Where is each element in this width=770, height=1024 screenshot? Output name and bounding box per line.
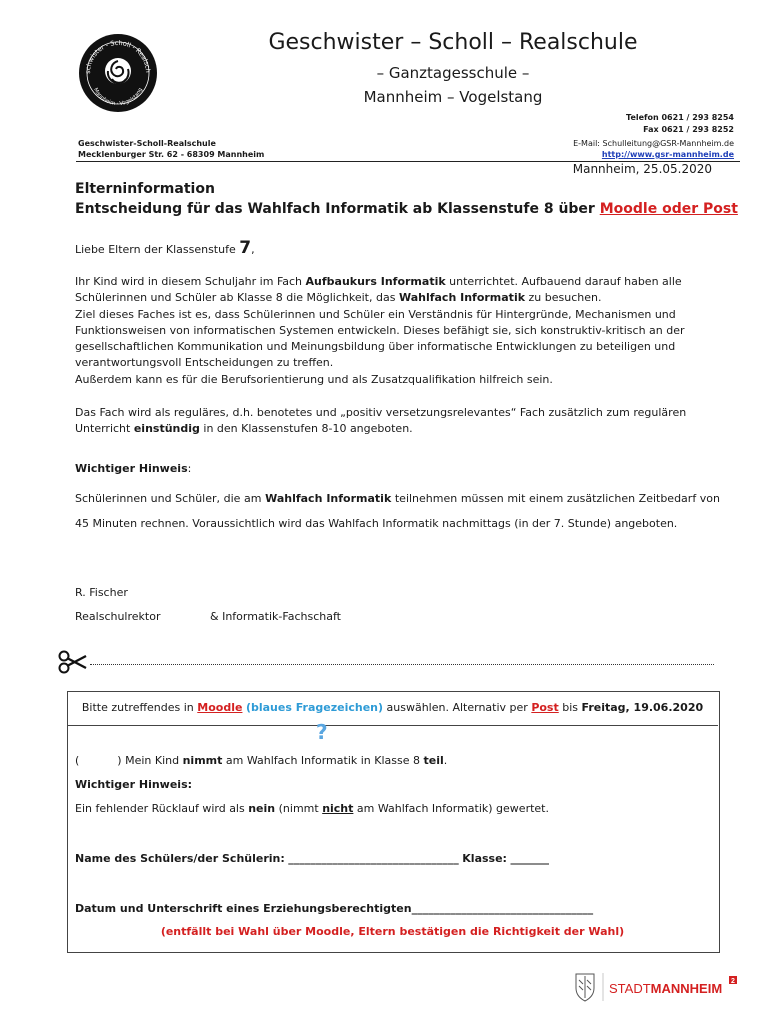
svg-text:STADTMANNHEIM	[609, 981, 722, 996]
student-name-label: Name des Schülers/der Schülerin:	[75, 852, 285, 865]
city-prefix: STADT	[609, 981, 651, 996]
heading-elterninformation: Elterninformation	[75, 181, 215, 197]
option-text-3: .	[443, 754, 448, 767]
student-name-field	[75, 851, 720, 867]
school-subtitle-location: Mannheim – Vogelstang	[363, 88, 543, 106]
checkbox-open[interactable]: (	[75, 754, 80, 767]
instruction-deadline: Freitag, 19.06.2020	[581, 701, 704, 714]
class-blank[interactable]: _______	[510, 852, 549, 865]
question-mark-icon[interactable]: ?	[316, 720, 328, 744]
subject-text-2: in den Klassenstufen 8-10 angeboten.	[199, 422, 413, 436]
hint-colon: :	[187, 462, 192, 475]
letter-date: Mannheim, 25.05.2020	[572, 162, 712, 176]
option-text-1: Mein Kind	[121, 754, 183, 767]
class-label: Klasse:	[462, 852, 507, 865]
city-name: MANNHEIM	[650, 981, 723, 996]
heading-decision	[75, 201, 738, 217]
moodle-exemption-note: (entfällt bei Wahl über Moodle, Eltern bestätigen die Richtigkeit der Wahl)	[160, 925, 625, 938]
student-name-blank[interactable]: _______________________________	[288, 852, 459, 865]
school-title: Geschwister – Scholl – Realschule	[268, 30, 638, 55]
email-address: E-Mail: Schulleitung@GSR-Mannheim.de	[573, 139, 734, 148]
intro-bold-wahlfach: Wahlfach Informatik	[398, 291, 526, 305]
scissors-icon	[58, 650, 90, 674]
signature-field-blank[interactable]: _________________________________	[411, 902, 594, 915]
school-subtitle-ganztag: – Ganztagesschule –	[376, 64, 530, 82]
form-hint-label-bold: Wichtiger Hinweis:	[75, 778, 193, 791]
instruction-text-1: Bitte zutreffendes in	[81, 701, 198, 714]
signature-field	[75, 901, 720, 917]
stadt-mannheim-logo	[573, 970, 743, 1008]
cut-line	[90, 664, 714, 665]
instruction-bis: bis	[558, 701, 582, 714]
heading-moodle-post: Moodle oder Post	[599, 201, 738, 217]
form-hint-label	[75, 777, 720, 793]
missing-text-1: Ein fehlender Rücklauf wird als	[75, 802, 249, 815]
phone-number: Telefon 0621 / 293 8254	[626, 113, 734, 122]
checkbox-close[interactable]: )	[117, 754, 122, 767]
logo-text-top: schwister - Scholl - Realsch	[83, 38, 153, 74]
intro-bold-aufbaukurs: Aufbaukurs Informatik	[305, 275, 446, 288]
logo-text-bottom: Mannheim · Vogelstang	[92, 87, 144, 108]
missing-bold-nein: nein	[248, 802, 276, 815]
address-name: Geschwister-Scholl-Realschule	[78, 139, 216, 148]
missing-text-2: (nimmt	[275, 802, 323, 815]
signature-dept: & Informatik-Fachschaft	[210, 610, 341, 623]
fax-number: Fax 0621 / 293 8252	[643, 125, 734, 134]
hint-text-1: Schülerinnen und Schüler, die am	[75, 492, 266, 505]
option-bold-nimmt: nimmt	[182, 754, 223, 767]
website-link[interactable]: http://www.gsr-mannheim.de	[601, 150, 734, 159]
address-street: Mecklenburger Str. 62 - 68309 Mannheim	[78, 150, 265, 159]
instruction-moodle: Moodle	[197, 701, 243, 714]
salutation-grade: 7	[239, 238, 252, 258]
intro-text-3: zu besuchen.	[525, 291, 602, 305]
option-bold-teil: teil	[423, 754, 444, 767]
subject-paragraph	[75, 405, 720, 438]
option-participate	[75, 753, 720, 769]
signature-name: R. Fischer	[75, 586, 128, 599]
hint-label-bold: Wichtiger Hinweis	[75, 462, 188, 475]
subject-bold-einstuendig: einstündig	[133, 422, 200, 436]
hint-label	[75, 461, 720, 477]
school-logo	[78, 33, 158, 113]
instruction-text-2: auswählen. Alternativ per	[383, 701, 532, 714]
signature-role: Realschulrektor	[75, 610, 161, 623]
intro-text-1: Ihr Kind wird in diesem Schuljahr im Fach	[75, 275, 306, 288]
hint-bold-wahlfach: Wahlfach Informatik	[265, 492, 392, 505]
subject-text-1: Das Fach wird als reguläres, d.h. benotetes und „positiv versetzungsrelevantes“ Fach zusätzlich zum regulären Unterricht	[75, 406, 687, 436]
intro-text-2: unterrichtet. Aufbauend darauf haben alle Schülerinnen und Schüler ab Klasse 8 die Möglichkeit, das	[75, 275, 682, 305]
missing-text-3: am Wahlfach Informatik) gewertet.	[353, 802, 549, 815]
heading-decision-text: Entscheidung für das Wahlfach Informatik ab Klassenstufe 8 über	[75, 201, 600, 217]
missing-bold-nicht: nicht	[322, 802, 354, 815]
signature-field-label: Datum und Unterschrift eines Erziehungsberechtigten	[75, 902, 412, 915]
intro-goal-text: Ziel dieses Faches ist es, dass Schülerinnen und Schüler ein Verständnis für Hintergründe, Mechanismen und Funktionsweisen von informatischen Systemen entwickeln. Dieses befähigt sie, sich konstruktiv-kritisch an der gesellschaftlichen Kommunikation und Meinungsbildung über informatische Entwicklungen zu beteiligen und verantwortungsvoll Entscheidungen zu treffen.	[75, 307, 685, 370]
hint-paragraph	[75, 486, 720, 536]
salutation	[75, 240, 720, 258]
form-instruction	[67, 700, 718, 716]
instruction-post: Post	[531, 701, 559, 714]
city-superscript: 2	[731, 978, 735, 985]
salutation-comma: ,	[251, 243, 255, 256]
salutation-text: Liebe Eltern der Klassenstufe	[75, 243, 240, 256]
instruction-blue-note: (blaues Fragezeichen)	[245, 701, 384, 714]
intro-career-text: Außerdem kann es für die Berufsorientierung und als Zusatzqualifikation hilfreich sein.	[75, 372, 553, 386]
intro-paragraph	[75, 274, 720, 388]
option-text-2: am Wahlfach Informatik in Klasse 8	[222, 754, 424, 767]
hint-text-2: teilnehmen müssen mit einem zusätzlichen Zeitbedarf von 45 Minuten rechnen. Voraussichtlich wird das Wahlfach Informatik nachmittags (in der 7. Stunde) angeboten.	[75, 492, 721, 530]
missing-response-note	[75, 801, 720, 817]
